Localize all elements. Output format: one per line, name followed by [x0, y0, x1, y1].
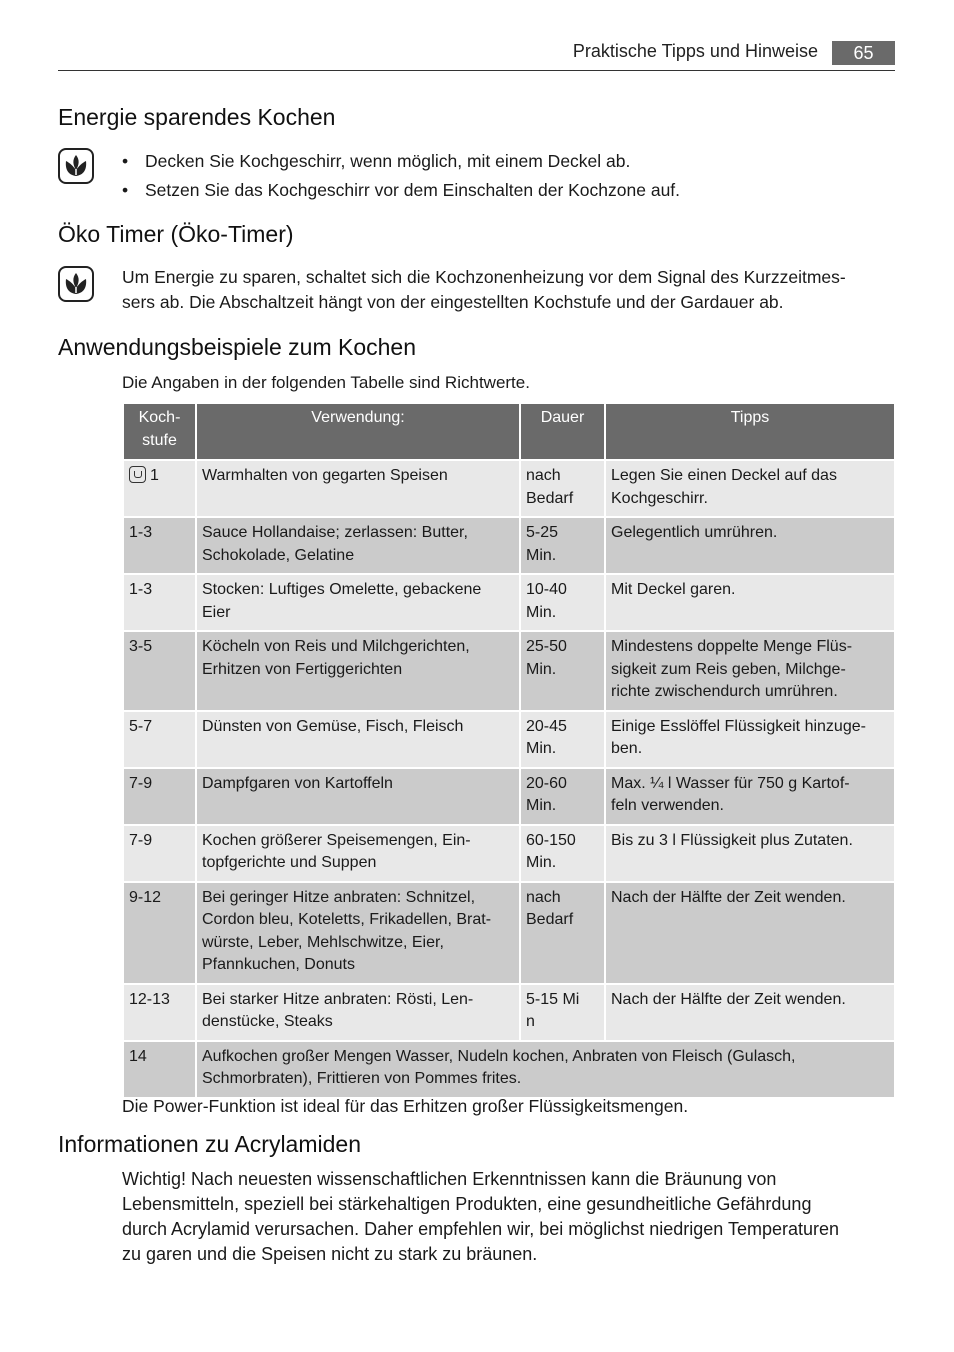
cell-tipps: Bis zu 3 l Flüssigkeit plus Zutaten. — [605, 825, 895, 882]
stufe-value: 3-5 — [129, 638, 153, 655]
cell-verwendung: Köcheln von Reis und Milchgerichten, Erhitzen von Fertiggerichten — [196, 631, 520, 711]
cell-tipps: Max. ¼ l Wasser für 750 g Kartof- feln verwenden. — [605, 768, 895, 825]
table-row — [123, 517, 895, 574]
cell-stufe — [123, 711, 196, 768]
stufe-value: 12-13 — [129, 990, 170, 1008]
acrylamide-text — [122, 1167, 896, 1267]
cell-tipps: Legen Sie einen Deckel auf das Kochgeschirr. — [605, 460, 895, 517]
cooking-table — [122, 402, 896, 1099]
page-number: 65 — [832, 41, 895, 65]
text-line: sers ab. Die Abschaltzeit hängt von der eingestellten Kochstufe und der Gardauer ab. — [122, 292, 784, 312]
cell-verwendung: Aufkochen großer Mengen Wasser, Nudeln kochen, Anbraten von Fleisch (Gulasch, Schmorbraten), Frittieren von Pommes frites. — [196, 1041, 895, 1098]
cell-dauer: 25-50 Min. — [520, 631, 605, 711]
text-line: Nach neuesten wissenschaftlichen Erkenntnissen kann die Bräunung von — [191, 1169, 777, 1189]
col-header-dauer: Dauer — [520, 403, 605, 460]
power-note: Die Power-Funktion ist ideal für das Erhitzen großer Flüssigkeitsmengen. — [122, 1096, 689, 1116]
cell-verwendung: Warmhalten von gegarten Speisen — [196, 460, 520, 517]
heading-energy: Energie sparendes Kochen — [58, 104, 336, 130]
cell-tipps: Einige Esslöffel Flüssigkeit hinzuge- ben. — [605, 711, 895, 768]
col-header-stufe: Koch- stufe — [123, 403, 196, 460]
table-row — [123, 984, 895, 1041]
important-label: Wichtig! — [122, 1169, 187, 1189]
heading-eco-timer: Öko Timer (Öko-Timer) — [58, 221, 294, 247]
keep-warm-icon — [129, 466, 146, 483]
stufe-value: 14 — [129, 1047, 147, 1065]
table-row — [123, 574, 895, 631]
text-line: Lebensmitteln, speziell bei stärkehaltigen Produkten, eine gesundheitliche Gefährdung — [122, 1194, 812, 1214]
cell-dauer: nach Bedarf — [520, 882, 605, 984]
cell-stufe — [123, 1041, 196, 1098]
cell-verwendung: Kochen größerer Speisemengen, Ein- topfgerichte und Suppen — [196, 825, 520, 882]
cell-dauer: nach Bedarf — [520, 460, 605, 517]
eco-leaf-icon — [58, 148, 94, 184]
page-header — [58, 38, 895, 71]
cell-dauer: 60-150 Min. — [520, 825, 605, 882]
col-header-tipps: Tipps — [605, 403, 895, 460]
stufe-value: 7-9 — [129, 831, 153, 849]
cell-stufe — [123, 768, 196, 825]
header-title: Praktische Tipps und Hinweise — [572, 41, 818, 61]
stufe-value: 5-7 — [129, 717, 153, 735]
cell-tipps: Gelegentlich umrühren. — [605, 517, 895, 574]
stufe-value: 7-9 — [129, 774, 153, 792]
cell-dauer: 5-25 Min. — [520, 517, 605, 574]
table-row — [123, 768, 895, 825]
cell-verwendung: Dünsten von Gemüse, Fisch, Fleisch — [196, 711, 520, 768]
table-row — [123, 882, 895, 984]
cell-verwendung: Stocken: Luftiges Omelette, gebackene Eier — [196, 574, 520, 631]
cell-tipps: Mindestens doppelte Menge Flüs- sigkeit zum Reis geben, Milchge- richte zwischendurch umrühren. — [605, 631, 895, 711]
text-line: Um Energie zu sparen, schaltet sich die Kochzonenheizung vor dem Signal des Kurzzeitmes- — [122, 267, 846, 287]
stufe-value: 1-3 — [129, 581, 153, 598]
stufe-value: 9-12 — [129, 888, 162, 906]
cell-stufe — [123, 882, 196, 984]
cell-dauer: 20-60 Min. — [520, 768, 605, 825]
cell-verwendung: Dampfgaren von Kartoffeln — [196, 768, 520, 825]
cell-stufe — [123, 825, 196, 882]
text-line: durch Acrylamid verursachen. Daher empfehlen wir, bei möglichst niedrigen Temperaturen — [122, 1219, 840, 1239]
table-row — [123, 631, 895, 711]
text-line: zu garen und die Speisen nicht zu stark zu bräunen. — [122, 1244, 538, 1264]
heading-acrylamide: Informationen zu Acrylamiden — [58, 1131, 361, 1157]
cell-verwendung: Bei geringer Hitze anbraten: Schnitzel, Cordon bleu, Koteletts, Frikadellen, Brat- würste, Leber, Mehlschwitze, Eier, Pfannkuchen, Donuts — [196, 882, 520, 984]
cell-tipps: Nach der Hälfte der Zeit wenden. — [605, 984, 895, 1041]
cell-dauer: 20-45 Min. — [520, 711, 605, 768]
stufe-value: 1 — [150, 467, 159, 484]
cell-dauer: 5-15 Mi n — [520, 984, 605, 1041]
table-row — [123, 825, 895, 882]
cell-verwendung: Sauce Hollandaise; zerlassen: Butter, Schokolade, Gelatine — [196, 517, 520, 574]
bullet-item: • Decken Sie Kochgeschirr, wenn möglich, mit einem Deckel ab. — [122, 147, 680, 176]
table-intro: Die Angaben in der folgenden Tabelle sind Richtwerte. — [122, 373, 530, 392]
table-row — [123, 711, 895, 768]
col-header-verwendung: Verwendung: — [196, 403, 520, 460]
cell-tipps: Mit Deckel garen. — [605, 574, 895, 631]
eco-leaf-icon — [58, 266, 94, 302]
heading-examples: Anwendungsbeispiele zum Kochen — [58, 334, 417, 360]
cell-stufe — [123, 460, 196, 517]
cell-stufe — [123, 574, 196, 631]
cell-tipps: Nach der Hälfte der Zeit wenden. — [605, 882, 895, 984]
energy-bullet-list — [122, 147, 680, 205]
bullet-item: • Setzen Sie das Kochgeschirr vor dem Einschalten der Kochzone auf. — [122, 176, 680, 205]
table-header-row — [123, 403, 895, 460]
eco-timer-text — [122, 265, 896, 315]
table-row — [123, 1041, 895, 1098]
cell-stufe — [123, 984, 196, 1041]
cell-verwendung: Bei starker Hitze anbraten: Rösti, Len- denstücke, Steaks — [196, 984, 520, 1041]
table-row — [123, 460, 895, 517]
stufe-value: 1-3 — [129, 524, 153, 541]
cell-stufe — [123, 517, 196, 574]
cell-dauer: 10-40 Min. — [520, 574, 605, 631]
cell-stufe — [123, 631, 196, 711]
